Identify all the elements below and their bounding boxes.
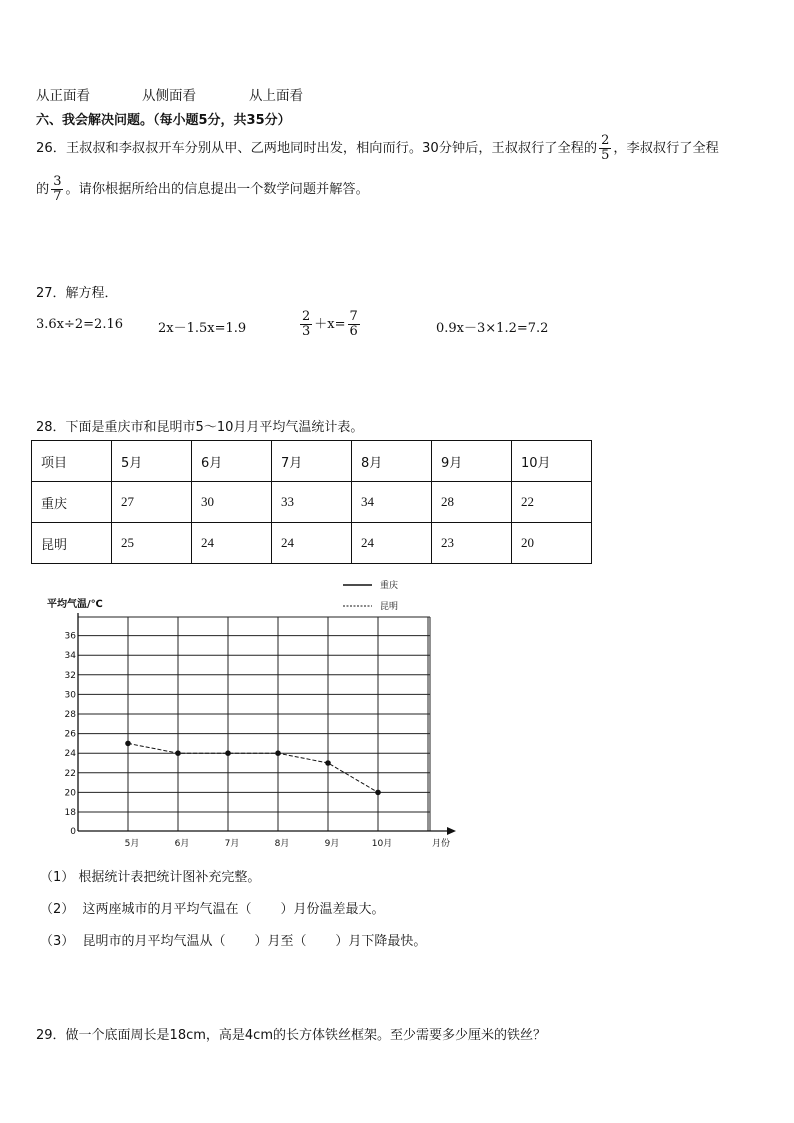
y-tick-label: 0: [70, 827, 76, 837]
table-cell: 30: [192, 482, 272, 523]
table-cell: 10月: [512, 441, 592, 482]
x-tick-labels: [125, 838, 393, 849]
y-tick-label: 28: [64, 710, 76, 720]
table-cell: 27: [112, 482, 192, 523]
table-cell: 9月: [432, 441, 512, 482]
table-cell: 8月: [352, 441, 432, 482]
series-line: [128, 743, 378, 792]
x-tick-label: 5月: [124, 839, 140, 849]
legend-label: 昆明: [380, 602, 399, 612]
question-28-title: 28．下面是重庆市和昆明市5～10月月平均气温统计表。: [36, 420, 364, 435]
table-cell: 34: [352, 482, 432, 523]
equation-1: 3.6x÷2=2.16: [36, 317, 124, 332]
data-point: [375, 790, 381, 796]
question-text: 王叔叔和李叔叔开车分别从甲、乙两地同时出发，相向而行。30分钟后，王叔叔行了全程的: [65, 141, 598, 156]
question-text: ，李叔叔行了全程: [613, 141, 719, 156]
equation-4: 0.9x－3×1.2=7.2: [436, 321, 549, 336]
y-tick-labels: [65, 632, 77, 837]
table-header-row: [32, 441, 592, 482]
table-cell: 6月: [192, 441, 272, 482]
chart-legend: [343, 579, 398, 612]
question-29: 29．做一个底面周长是18cm，高是4cm的长方体铁丝框架。至少需要多少厘米的铁丝？: [36, 1028, 546, 1043]
table-cell: 20: [512, 523, 592, 564]
view-label-front: 从正面看: [36, 88, 90, 104]
x-tick-label: 9月: [324, 839, 340, 849]
table-row: [32, 523, 592, 564]
table-cell: 5月: [112, 441, 192, 482]
table-cell: 23: [432, 523, 512, 564]
question-text: 的: [36, 182, 50, 197]
question-number: 26．: [36, 141, 66, 156]
y-tick-label: 26: [64, 729, 76, 740]
y-tick-label: 18: [64, 808, 76, 818]
table-cell: 项目: [32, 441, 112, 482]
sub-question-3: （3） 昆明市的月平均气温从（ ）月至（ ）月下降最快。: [40, 934, 427, 949]
question-26-line2: [36, 171, 369, 209]
data-point: [275, 750, 281, 756]
table-cell: 24: [272, 523, 352, 564]
table-cell: 24: [352, 523, 432, 564]
data-point: [175, 750, 181, 756]
temperature-table: [31, 440, 592, 564]
x-axis-arrow: [447, 827, 456, 835]
y-tick-label: 30: [64, 690, 76, 701]
section-heading: 六、我会解决问题。（每小题5分，共35分）: [36, 113, 291, 128]
y-tick-label: 20: [64, 788, 76, 799]
question-27-title: 27．解方程．: [36, 286, 118, 301]
chart-grid: [78, 617, 430, 831]
question-26-line1: [36, 130, 719, 168]
table-cell: 28: [432, 482, 512, 523]
table-cell: 昆明: [32, 523, 112, 564]
table-cell: 7月: [272, 441, 352, 482]
table-row: [32, 482, 592, 523]
temperature-line-chart: [0, 570, 794, 860]
y-tick-label: 36: [64, 631, 76, 642]
chart-series: [125, 741, 381, 796]
equation-3: $\frac{2}{3}$ ＋x= $\frac{7}{6}$: [302, 309, 358, 339]
fraction: $\frac{2}{3}$: [302, 309, 311, 339]
sub-question-2: （2） 这两座城市的月平均气温在（ ）月份温差最大。: [40, 902, 385, 917]
view-label-top: 从上面看: [249, 88, 303, 104]
table-cell: 33: [272, 482, 352, 523]
table-cell: 25: [112, 523, 192, 564]
y-axis-label: 平均气温/℃: [47, 599, 103, 610]
x-tick-label: 10月: [371, 839, 393, 849]
equation-2: 2x－1.5x=1.9: [158, 321, 247, 336]
x-tick-label: 8月: [274, 839, 290, 849]
y-tick-label: 32: [64, 670, 76, 681]
x-tick-label: 7月: [224, 839, 240, 849]
legend-label: 重庆: [380, 581, 399, 591]
chart-axes: [78, 613, 456, 835]
table-cell: 24: [192, 523, 272, 564]
fraction: $\frac{3}{7}$: [53, 173, 62, 204]
y-tick-label: 34: [64, 651, 76, 662]
y-tick-label: 22: [64, 768, 76, 779]
y-tick-label: 24: [64, 749, 76, 760]
x-tick-label: 6月: [174, 839, 190, 849]
table-cell: 重庆: [32, 482, 112, 523]
fraction: $\frac{7}{6}$: [349, 309, 358, 339]
fraction: $\frac{2}{5}$: [601, 132, 610, 163]
x-axis-label: 月份: [432, 839, 451, 849]
data-point: [325, 760, 331, 766]
sub-question-1: （1） 根据统计表把统计图补充完整。: [40, 870, 261, 885]
question-text: 。请你根据所给出的信息提出一个数学问题并解答。: [65, 182, 369, 197]
data-point: [125, 741, 131, 747]
table-cell: 22: [512, 482, 592, 523]
view-label-side: 从侧面看: [142, 88, 196, 104]
data-point: [225, 750, 231, 756]
